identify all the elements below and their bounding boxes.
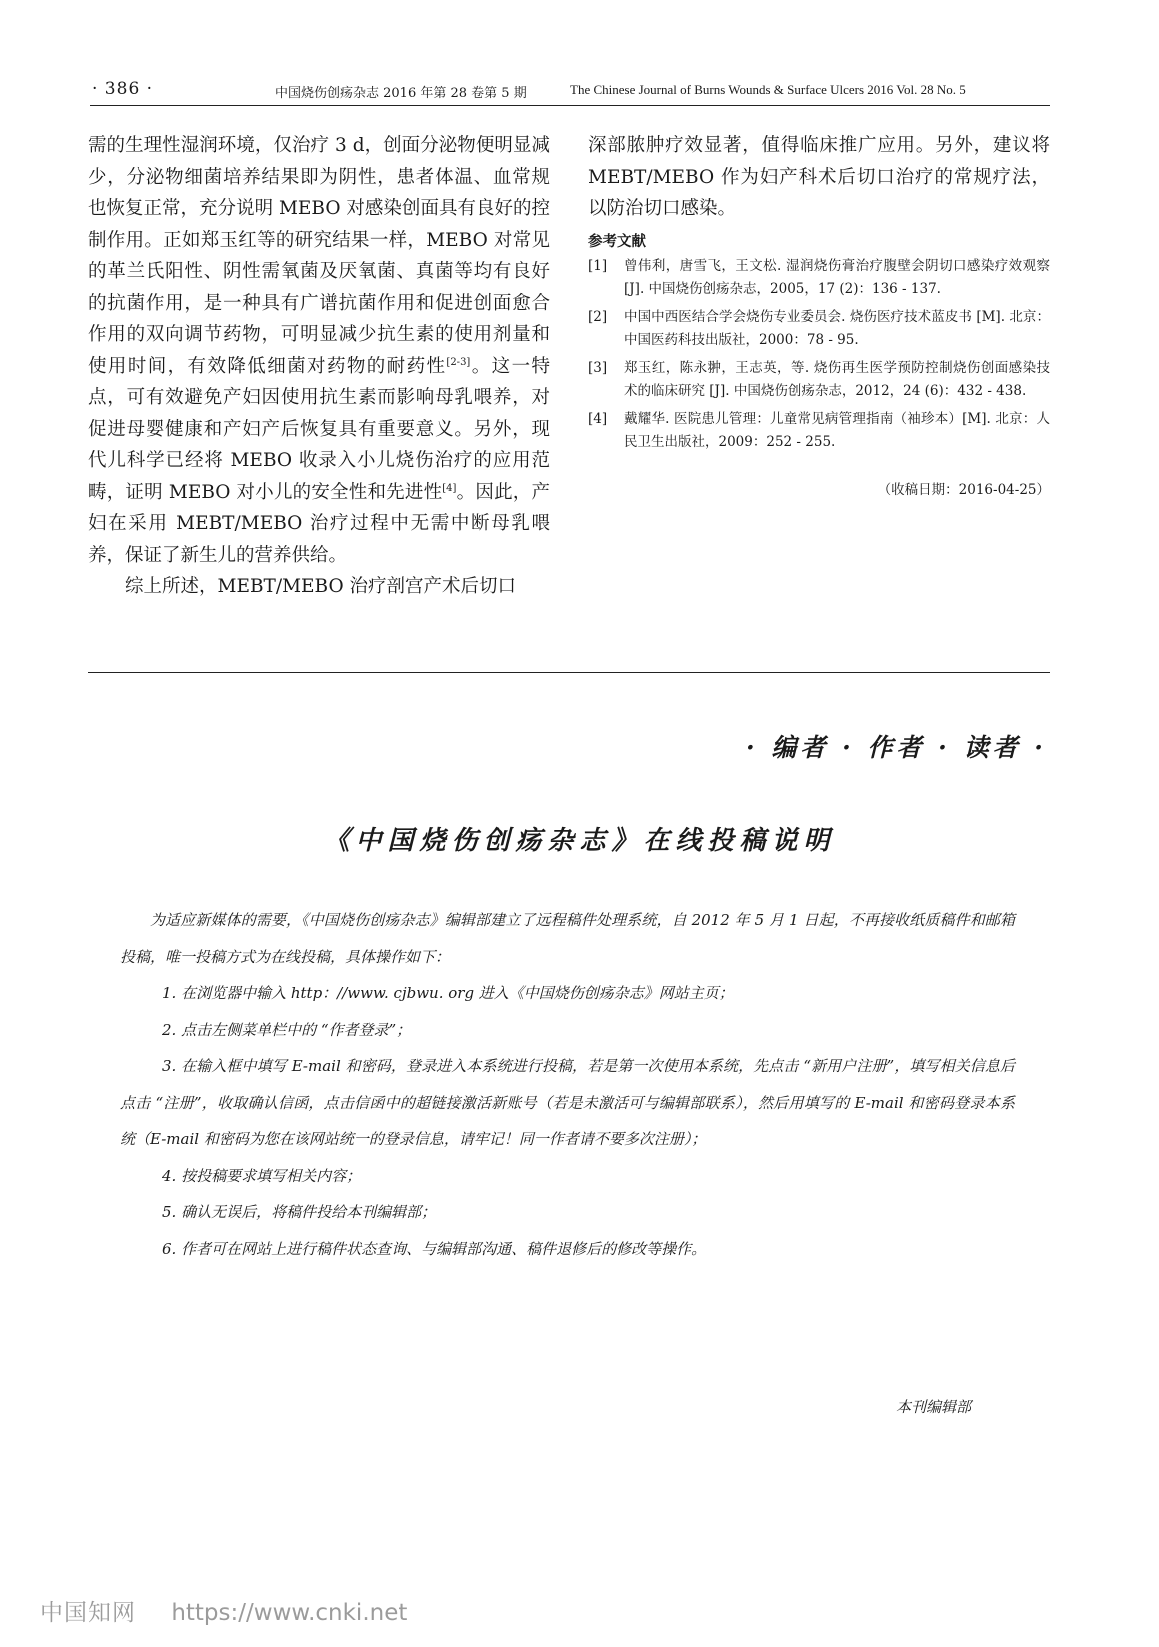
- notice-body: [120, 902, 1015, 1267]
- reference-text: 郑玉红，陈永翀，王志英，等. 烧伤再生医学预防控制烧伤创面感染技术的临床研究 [J]. 中国烧伤创疡杂志，2012，24 (6)：432 - 438.: [624, 359, 1050, 399]
- running-header: [90, 79, 1050, 106]
- references-heading: 参考文献: [588, 232, 646, 250]
- journal-title-en: The Chinese Journal of Burns Wounds & Surface Ulcers 2016 Vol. 28 No. 5: [570, 82, 966, 97]
- citation: [4]: [442, 482, 457, 494]
- reference-item: [588, 255, 1050, 302]
- notice-signature: 本刊编辑部: [895, 1398, 971, 1416]
- watermark-logo-text: 中国知网: [40, 1600, 136, 1626]
- notice-step: 2. 点击左侧菜单栏中的 “作者登录”；: [162, 1020, 412, 1039]
- watermark-url: https://www.cnki.net: [171, 1600, 408, 1626]
- reference-item: [588, 357, 1050, 404]
- notice-intro: 为适应新媒体的需要，《中国烧伤创疡杂志》编辑部建立了远程稿件处理系统，自 2012 年 5 月 1 日起，不再接收纸质稿件和邮箱投稿，唯一投稿方式为在线投稿，具体操作如下：: [120, 911, 1015, 966]
- journal-title-cn: 中国烧伤创疡杂志 2016 年第 28 卷第 5 期: [275, 86, 527, 101]
- reference-text: 中国中西医结合学会烧伤专业委员会. 烧伤医疗技术蓝皮书 [M]. 北京：中国医药科技出版社，2000：78 - 95.: [624, 308, 1050, 348]
- text-run: 。因此，产妇在采用 MEBT/MEBO 治疗过程中无需中断母乳喂养，保证了新生儿的营养供给。: [88, 481, 550, 566]
- text-run: 。这一特点，可有效避免产妇因使用抗生素而影响母乳喂养，对促进母婴健康和产妇产后恢复具有重要意义。另外，现代儿科学已经将 MEBO 收录入小儿烧伤治疗的应用范畴，证明 MEBO 对小儿的安全性和先进性: [88, 355, 550, 503]
- notice-step: 5. 确认无误后，将稿件投给本刊编辑部；: [162, 1203, 437, 1221]
- body-paragraph: 深部脓肿疗效显著，值得临床推广应用。另外，建议将 MEBT/MEBO 作为妇产科术后切口治疗的常规疗法，以防治切口感染。: [588, 135, 1050, 219]
- section-divider: [88, 672, 1050, 673]
- reference-number: [3]: [588, 359, 608, 376]
- reference-text: 曾伟利，唐雪飞，王文松. 湿润烧伤膏治疗腹壁会阴切口感染疗效观察 [J]. 中国烧伤创疡杂志，2005，17 (2)：136 - 137.: [624, 257, 1050, 297]
- reference-item: [588, 408, 1050, 455]
- notice-step: 3. 在输入框中填写 E-mail 和密码，登录进入本系统进行投稿，若是第一次使用本系统，先点击 “新用户注册”，填写相关信息后点击 “注册”，收取确认信函，点击信函中的超链接激活新账号（若是未激活可与编辑部联系），然后用填写的 E-mail 和密码登录本系统（E-mail 和密码为您在该网站统一的登录信息，请牢记！同一作者请不要多次注册）；: [120, 1057, 1015, 1148]
- column-tag: · 编者 · 作者 · 读者 ·: [745, 733, 1047, 762]
- reference-number: [4]: [588, 410, 608, 427]
- reference-number: [1]: [588, 257, 608, 274]
- body-paragraph: [88, 130, 550, 571]
- reference-text: 戴耀华. 医院患儿管理：儿童常见病管理指南（袖珍本）[M]. 北京：人民卫生出版社，2009：252 - 255.: [624, 410, 1050, 450]
- text-run: 需的生理性湿润环境，仅治疗 3 d，创面分泌物便明显减少，分泌物细菌培养结果即为阴性，患者体温、血常规也恢复正常，充分说明 MEBO 对感染创面具有良好的控制作用。正如郑玉红等的研究结果一样，MEBO 对常见的革兰氏阳性、阴性需氧菌及厌氧菌、真菌等均有良好的抗菌作用，是一种具有广谱抗菌作用和促进创面愈合作用的双向调节药物，可明显减少抗生素的使用剂量和使用时间，有效降低细菌对药物的耐药性: [88, 135, 550, 377]
- reference-item: [588, 306, 1050, 353]
- citation: [2-3]: [446, 356, 471, 368]
- body-paragraph: 综上所述，MEBT/MEBO 治疗剖宫产术后切口: [125, 576, 517, 597]
- reference-number: [2]: [588, 308, 608, 325]
- watermark: [40, 1594, 407, 1627]
- notice-title: 《中国烧伤创疡杂志》在线投稿说明: [323, 826, 836, 856]
- received-date: （收稿日期：2016-04-25）: [877, 481, 1050, 498]
- reference-list: [588, 255, 1050, 455]
- left-column: [88, 130, 550, 603]
- right-column: [588, 130, 1050, 506]
- notice-step: 6. 作者可在网站上进行稿件状态查询、与编辑部沟通、稿件退修后的修改等操作。: [162, 1239, 707, 1258]
- page-number: · 386 ·: [92, 79, 154, 99]
- notice-step: 1. 在浏览器中输入 http：//www. cjbwu. org 进入《中国烧伤创疡杂志》网站主页；: [162, 984, 734, 1002]
- notice-step: 4. 按投稿要求填写相关内容；: [162, 1166, 362, 1185]
